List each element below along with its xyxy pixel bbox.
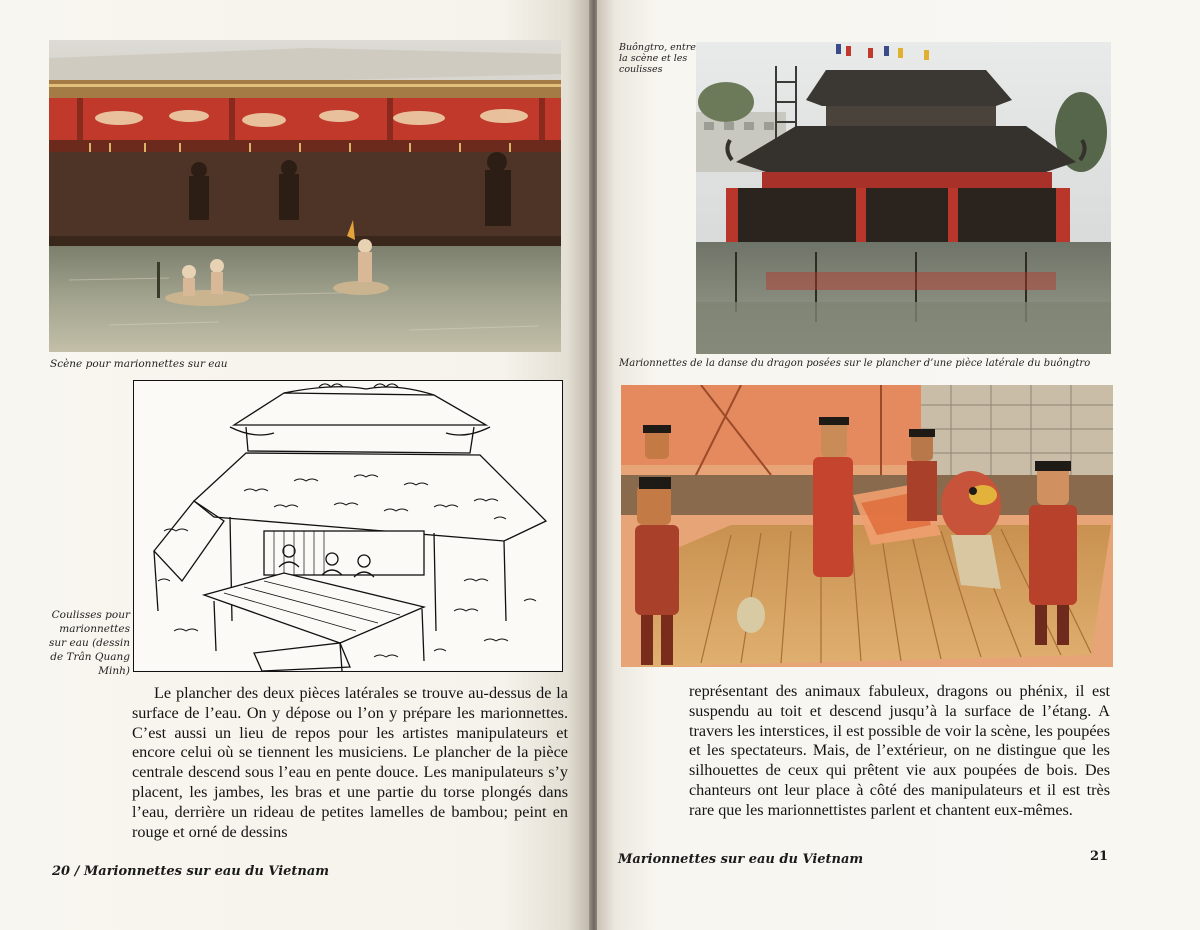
left-page bbox=[0, 0, 591, 930]
pavilion-sketch bbox=[134, 381, 563, 672]
water-puppet-stage-photo bbox=[49, 40, 561, 352]
top-photo-caption bbox=[619, 42, 699, 75]
drawing-caption bbox=[40, 608, 130, 678]
stage-photo-image bbox=[49, 40, 561, 352]
top-photo-caption-line: la scène et les bbox=[619, 53, 688, 64]
right-page-number: 21 bbox=[1090, 849, 1109, 864]
backstage-drawing bbox=[133, 380, 563, 672]
top-photo-caption-line: Buôngtro, entre bbox=[619, 42, 696, 53]
left-body-text bbox=[132, 684, 568, 842]
drawing-caption-line: marionnettes bbox=[59, 623, 130, 635]
left-paragraph: Le plancher des deux pièces latérales se trouve au-dessus de la surface de l’eau. On y dépose ou l’on y prépare les marionnettes. C’est aussi un lieu de repos pour les artistes manipulateurs et encore celui où se tiennent les musiciens. Le plancher de la pièce centrale descend sous l’eau en pente douce. Les manipulateurs s’y placent, les jambes, les bras et une partie du torse plongés dans l’eau, derrière un rideau de petites lamelles de bambou; peint en rouge et orné de dessins bbox=[132, 684, 568, 841]
dragon-photo-image bbox=[621, 385, 1113, 667]
dragon-photo-caption: Marionnettes de la danse du dragon posées sur le plancher d’une pièce latérale du buôngtro bbox=[619, 358, 1091, 369]
drawing-caption-line: sur eau (dessin bbox=[48, 637, 130, 649]
right-page bbox=[597, 0, 1200, 930]
drawing-caption-line: Minh) bbox=[98, 665, 130, 677]
stage-photo-caption: Scène pour marionnettes sur eau bbox=[50, 358, 228, 370]
right-running-foot: Marionnettes sur eau du Vietnam bbox=[618, 852, 864, 867]
drawing-caption-line: Coulisses pour bbox=[51, 609, 130, 621]
drawing-caption-line: de Trân Quang bbox=[50, 651, 130, 663]
top-photo-caption-line: coulisses bbox=[619, 64, 663, 75]
right-body-text bbox=[689, 682, 1110, 821]
pavilion-photo-image bbox=[696, 42, 1111, 354]
left-running-foot: 20 / Marionnettes sur eau du Vietnam bbox=[52, 864, 330, 879]
dragon-puppets-photo bbox=[621, 385, 1113, 667]
right-paragraph: représentant des animaux fabuleux, dragons ou phénix, il est suspendu au toit et descend jusqu’à la surface de l’étang. A travers les interstices, il est possible de voir la scène, les poupées et les spectateurs. Mais, de l’extérieur, on ne distingue que les silhouettes de ceux qui prêtent vie aux poupées de bois. Des chanteurs ont leur place à côté des manipulateurs et il est très rare que les marionnettistes parlent et chantent eux-mêmes. bbox=[689, 682, 1110, 819]
buongtro-pavilion-photo bbox=[696, 42, 1111, 354]
